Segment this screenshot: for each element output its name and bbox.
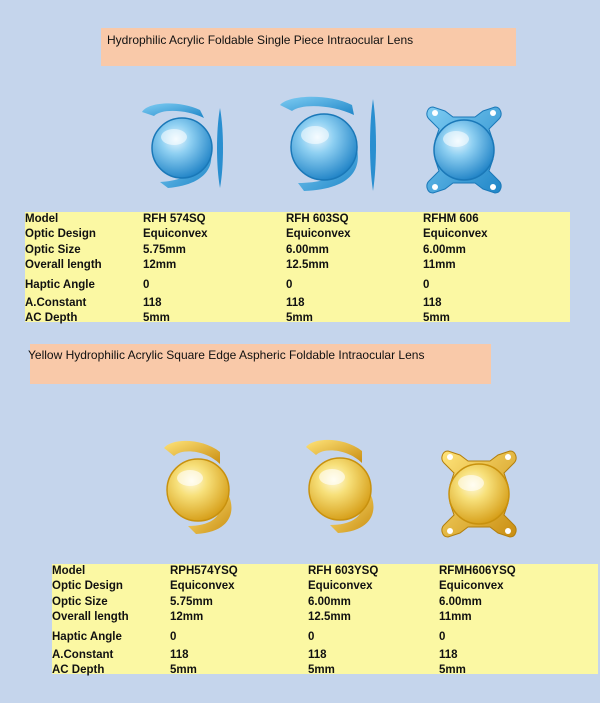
cell: 0 <box>308 630 315 643</box>
table-row <box>52 595 598 610</box>
cell: RPH574YSQ <box>170 565 238 577</box>
cell: 118 <box>143 296 162 309</box>
lens-image-rfh-574sq <box>138 100 232 192</box>
cell: 11mm <box>439 611 472 624</box>
row-label: AC Depth <box>25 312 78 325</box>
section1-title-banner <box>101 28 516 66</box>
lens-image-rfhm-606 <box>423 101 505 197</box>
lens-image-rfh-603sq <box>278 95 382 195</box>
cell: 0 <box>143 278 150 291</box>
table-row <box>25 274 570 296</box>
cell: RFHM 606 <box>423 213 479 225</box>
cell: RFH 574SQ <box>143 213 206 225</box>
lens-image-rfmh606ysq <box>437 445 521 541</box>
row-label: Overall length <box>52 611 129 624</box>
row-label: Haptic Angle <box>25 278 95 291</box>
row-label: Optic Size <box>52 595 108 608</box>
cell: 5mm <box>308 664 335 677</box>
table-row <box>25 296 570 311</box>
cell: 0 <box>286 278 293 291</box>
row-label: Overall length <box>25 259 102 272</box>
cell: 12.5mm <box>286 259 329 272</box>
row-label: A.Constant <box>25 296 87 309</box>
table-row <box>25 258 570 273</box>
cell: 5mm <box>170 664 197 677</box>
cell: 118 <box>286 296 305 309</box>
cell: 118 <box>308 648 327 661</box>
cell: Equiconvex <box>308 580 373 593</box>
cell: 11mm <box>423 259 456 272</box>
spec-table-section2 <box>52 564 598 677</box>
cell: 5mm <box>143 312 170 325</box>
row-label: A.Constant <box>52 648 114 661</box>
lens-image-rfh-603ysq <box>300 437 382 537</box>
row-label: Optic Size <box>25 243 81 256</box>
cell: Equiconvex <box>143 228 208 241</box>
cell: 5mm <box>439 664 466 677</box>
cell: 118 <box>439 648 458 661</box>
table-row <box>25 311 570 326</box>
table-row <box>52 626 598 648</box>
table-row <box>52 648 598 663</box>
row-label: AC Depth <box>52 664 105 677</box>
table-row <box>52 663 598 678</box>
cell: RFMH606YSQ <box>439 565 516 577</box>
cell: RFH 603SQ <box>286 213 349 225</box>
section2-title: Yellow Hydrophilic Acrylic Square Edge Aspheric Foldable Intraocular Lens <box>28 348 425 362</box>
cell: 12.5mm <box>308 611 351 624</box>
lens-image-rph574ysq <box>158 438 240 538</box>
cell: 118 <box>170 648 189 661</box>
cell: 5mm <box>286 312 313 325</box>
cell: 5.75mm <box>143 243 186 256</box>
row-label: Optic Design <box>25 228 96 241</box>
cell: 6.00mm <box>439 595 482 608</box>
section2-title-banner <box>30 344 491 384</box>
table-row <box>52 579 598 594</box>
row-label: Model <box>25 213 59 225</box>
cell: 0 <box>170 630 177 643</box>
cell: 0 <box>423 278 430 291</box>
cell: 6.00mm <box>308 595 351 608</box>
cell: Equiconvex <box>286 228 351 241</box>
cell: 0 <box>439 630 446 643</box>
table-row <box>25 227 570 242</box>
cell: RFH 603YSQ <box>308 565 379 577</box>
cell: 6.00mm <box>286 243 329 256</box>
cell: Equiconvex <box>423 228 488 241</box>
row-label: Optic Design <box>52 580 123 593</box>
table-row <box>25 212 570 227</box>
cell: 118 <box>423 296 442 309</box>
cell: 12mm <box>170 611 204 624</box>
cell: Equiconvex <box>170 580 235 593</box>
cell: 12mm <box>143 259 177 272</box>
table-row <box>52 564 598 579</box>
section1-title: Hydrophilic Acrylic Foldable Single Piece Intraocular Lens <box>107 33 414 47</box>
table-row <box>25 243 570 258</box>
cell: 5.75mm <box>170 595 213 608</box>
cell: 6.00mm <box>423 243 466 256</box>
row-label: Haptic Angle <box>52 630 122 643</box>
spec-table-section1 <box>25 212 570 325</box>
cell: Equiconvex <box>439 580 504 593</box>
row-label: Model <box>52 565 86 577</box>
table-row <box>52 610 598 625</box>
cell: 5mm <box>423 312 450 325</box>
